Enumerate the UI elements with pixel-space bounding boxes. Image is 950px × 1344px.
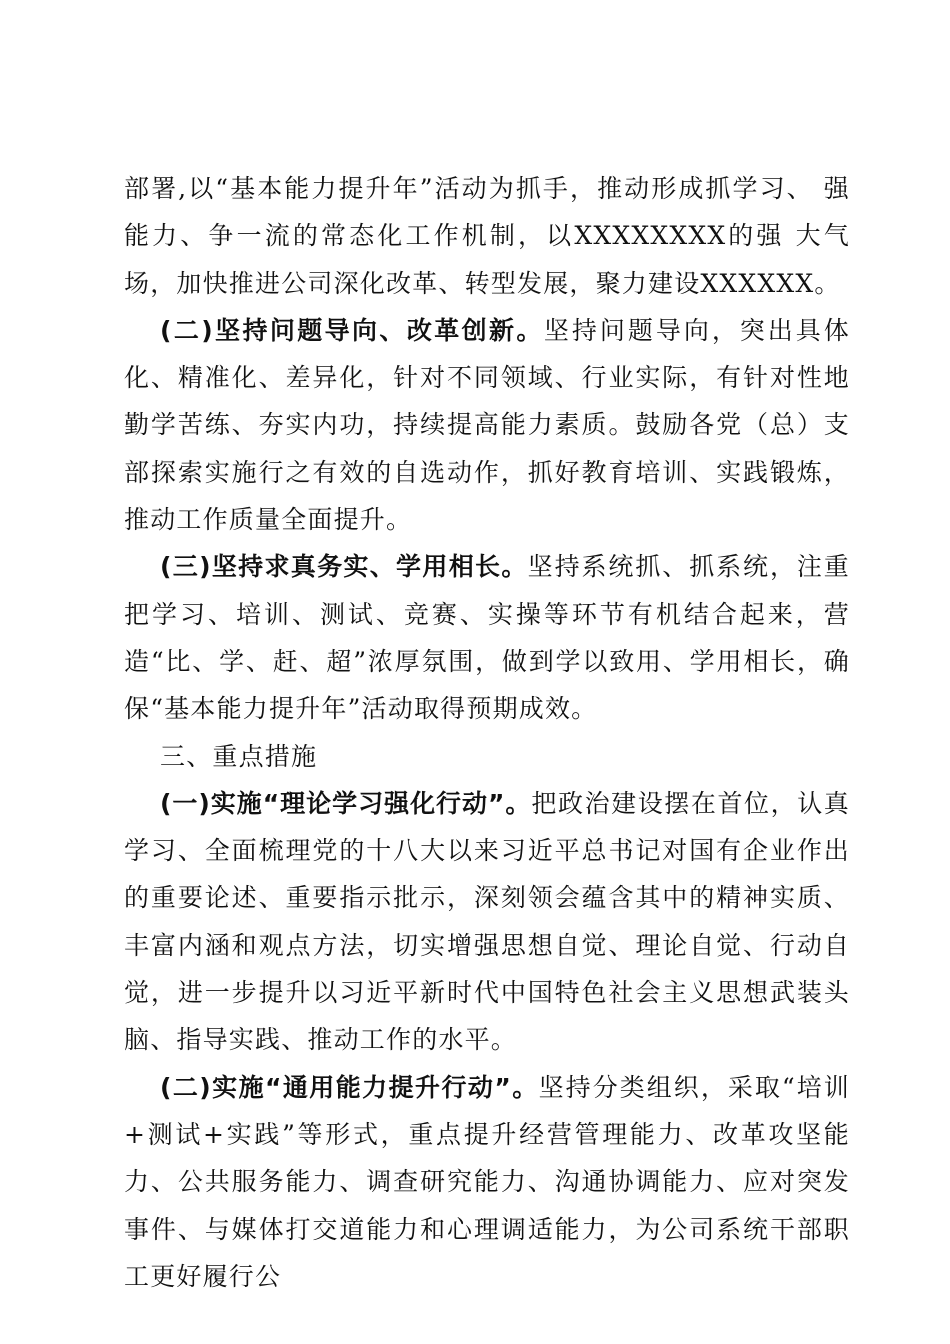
paragraph-lead: (二)实施“通用能力提升行动”。 bbox=[160, 1072, 539, 1102]
paragraph-text: 把政治建设摆在首位，认真学习、全面梳理党的十八大以来习近平总书记对国有企业作出的重要论述、重要指示批示，深刻领会蕴含其中的精神实质、丰富内涵和观点方法，切实增强思想自觉、理论自觉、行动自觉，进一步提升以习近平新时代中国特色社会主义思想武装头脑、指导实践、推动工作的水平。 bbox=[124, 788, 850, 1055]
paragraph-lead: (三)坚持求真务实、学用相长。 bbox=[160, 552, 528, 582]
section-heading-text: 三、重点措施 bbox=[160, 741, 318, 771]
paragraph-text: 部署,以“基本能力提升年”活动为抓手，推动形成抓学习、 强能力、争一流的常态化工作机制，以XXXXXXXX的强 大气场，加快推进公司深化改革、转型发展，聚力建设XXXXXX。 bbox=[124, 174, 850, 298]
paragraph-lead: (二)坚持问题导向、改革创新。 bbox=[160, 315, 544, 345]
paragraph-measure-2 bbox=[124, 1064, 850, 1300]
paragraph-text: 坚持问题导向，突出具体化、精准化、差异化，针对不同领域、行业实际，有针对性地勤学苦练、夯实内功，持续提高能力素质。鼓励各党（总）支部探索实施行之有效的自选动作，抓好教育培训、实践锻炼，推动工作质量全面提升。 bbox=[124, 315, 851, 535]
paragraph-lead: (一)实施“理论学习强化行动”。 bbox=[160, 788, 532, 818]
paragraph-principle-3 bbox=[124, 543, 850, 732]
paragraph-principle-2 bbox=[124, 307, 850, 543]
document-body bbox=[124, 165, 850, 1300]
section-heading bbox=[124, 733, 850, 780]
paragraph-text: 坚持系统抓、抓系统，注重把学习、培训、测试、竞赛、实操等环节有机结合起来，营造“比、学、赶、超”浓厚氛围，做到学以致用、学用相长，确保“基本能力提升年”活动取得预期成效。 bbox=[124, 552, 850, 724]
paragraph-intro-continuation bbox=[124, 165, 850, 307]
paragraph-measure-1 bbox=[124, 780, 850, 1064]
paragraph-text: 坚持分类组织，采取“培训+测试+实践”等形式，重点提升经营管理能力、改革攻坚能力、公共服务能力、调查研究能力、沟通协调能力、应对突发事件、与媒体打交道能力和心理调适能力，为公司系统干部职工更好履行公 bbox=[124, 1072, 850, 1291]
